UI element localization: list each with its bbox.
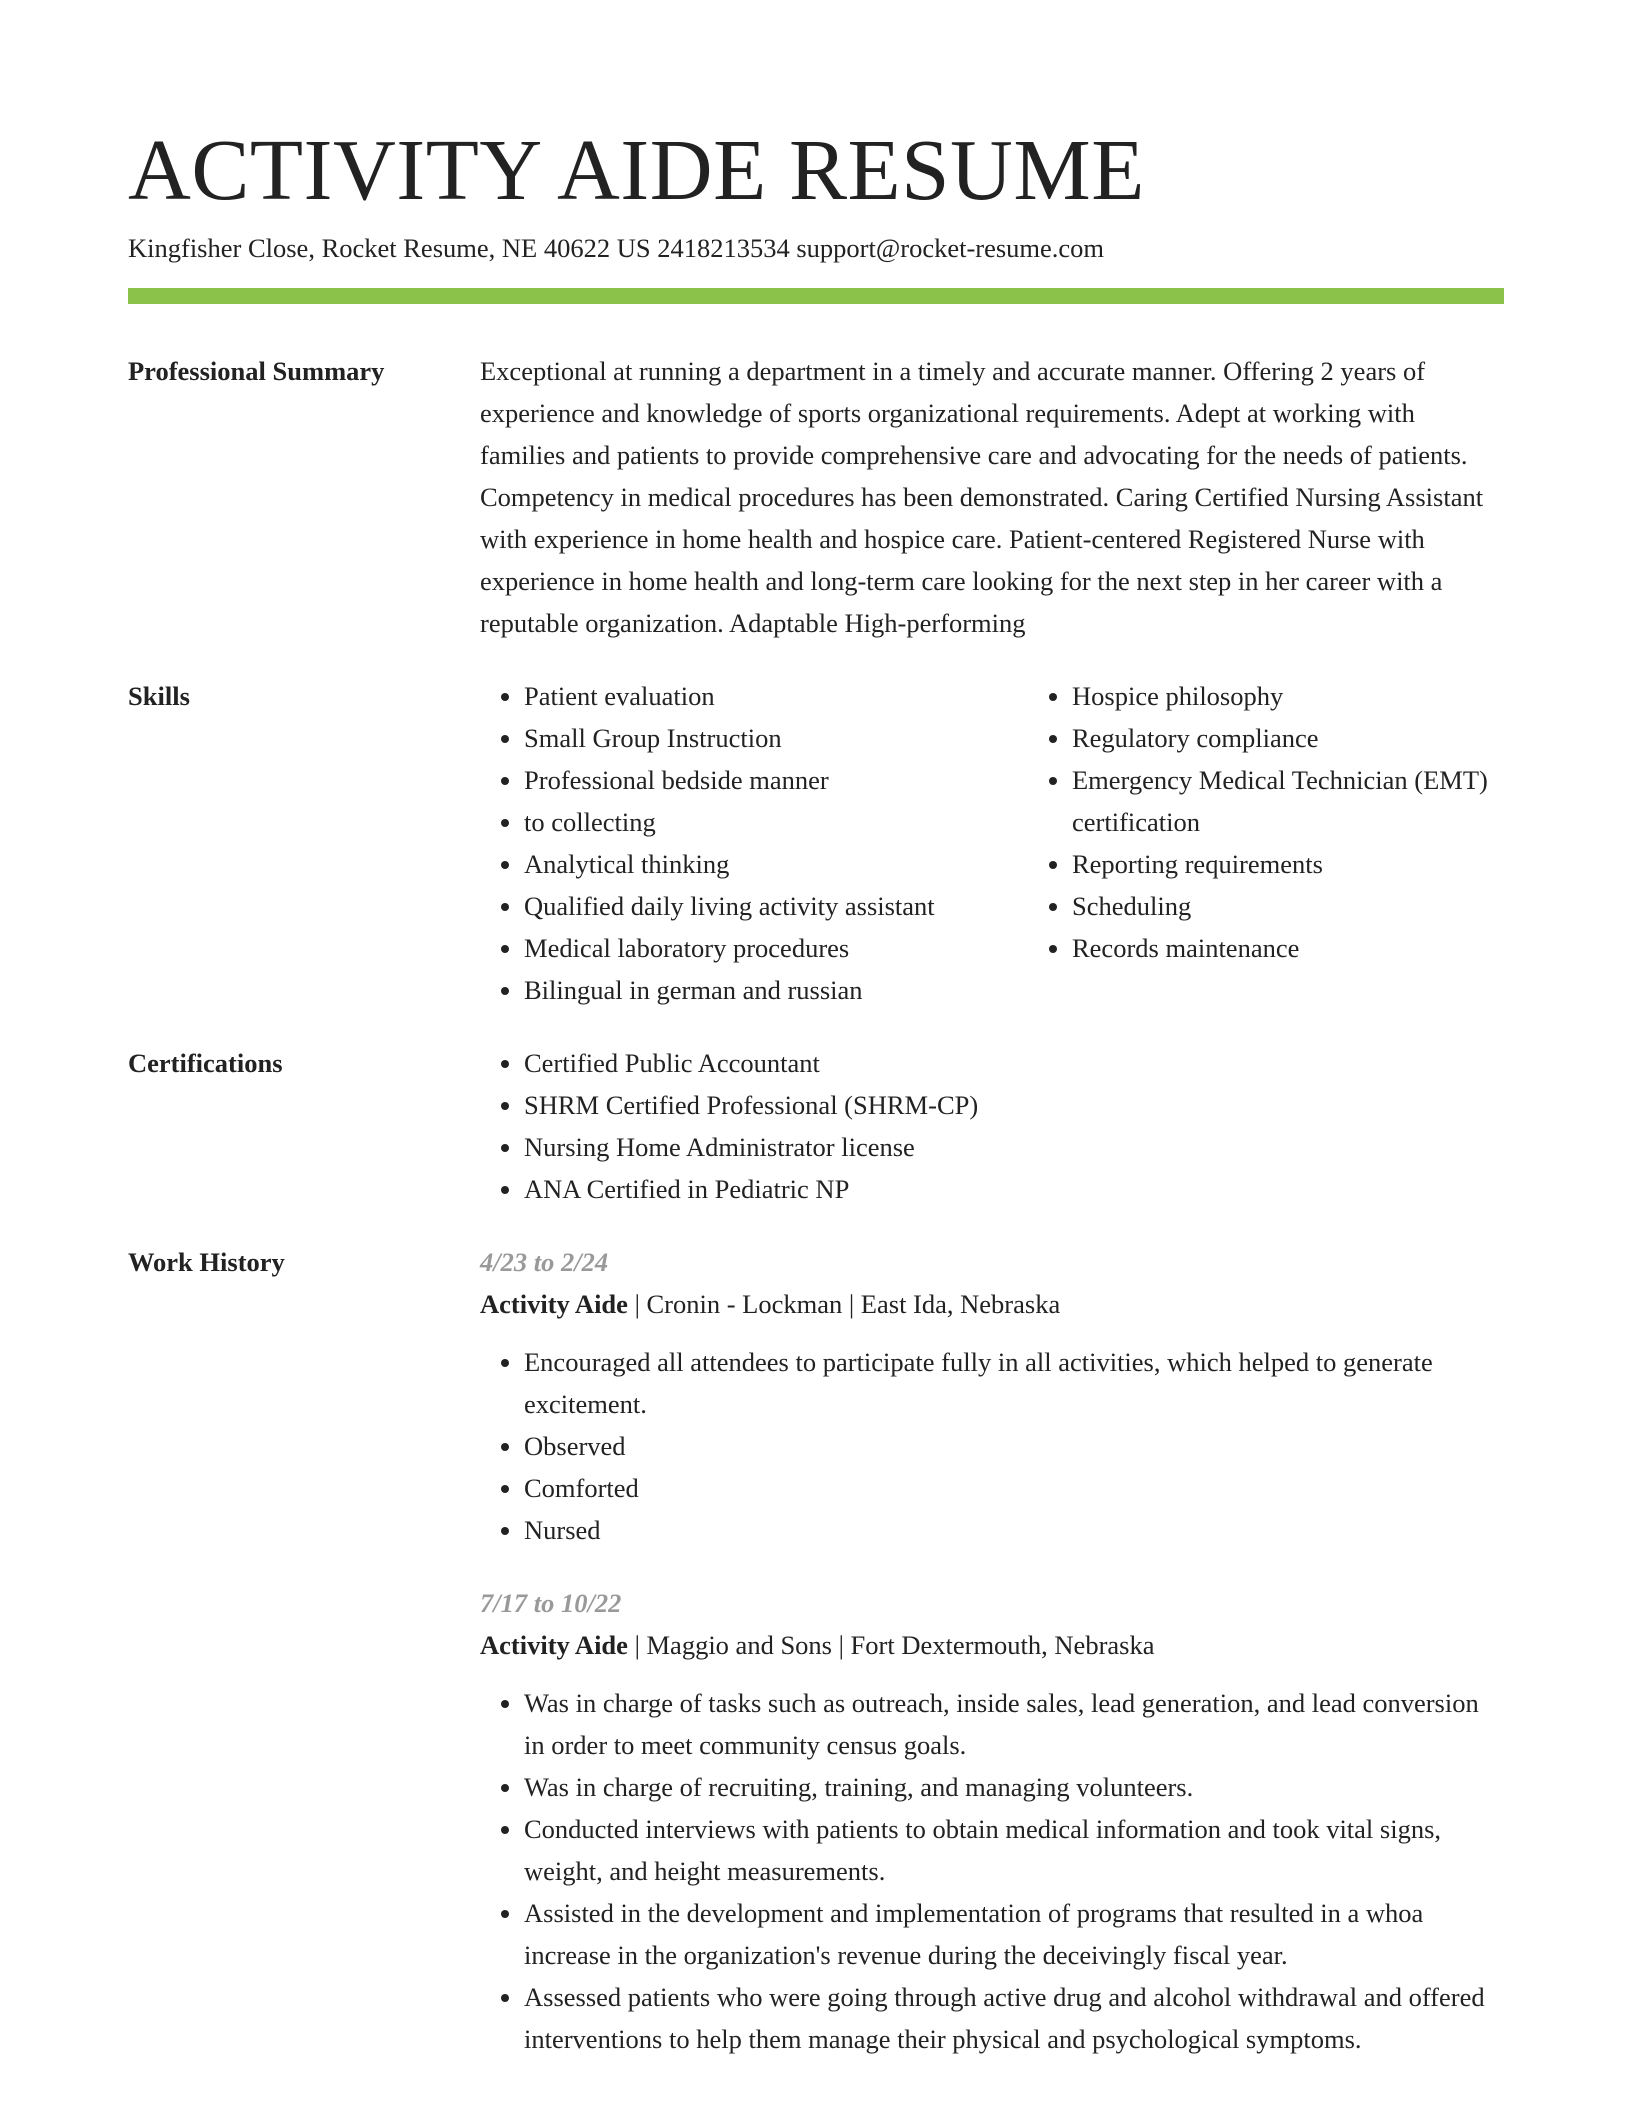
resume-page: [128, 120, 1504, 2060]
job-details: | Maggio and Sons | Fort Dextermouth, Nebraska: [627, 1630, 1155, 1660]
list-item: • Conducted interviews with patients to obtain medical information and took vital signs, weight, and height measurements.: [524, 1808, 1504, 1892]
list-item: • Patient evaluation: [524, 675, 1028, 717]
certifications-section: [128, 1042, 1504, 1210]
list-item: • SHRM Certified Professional (SHRM-CP): [524, 1084, 1504, 1126]
job-heading: [480, 1624, 1504, 1666]
job-bullets: [480, 1682, 1504, 2060]
list-item: • Comforted: [524, 1467, 1504, 1509]
job-dates: 7/17 to 10/22: [480, 1588, 622, 1618]
list-item: • Assessed patients who were going through active drug and alcohol withdrawal and offered interventions to help them manage their physical and psychological symptoms.: [524, 1976, 1504, 2060]
list-item: • Emergency Medical Technician (EMT) certification: [1072, 759, 1532, 843]
list-item: • Bilingual in german and russian: [524, 969, 1028, 1011]
skills-section: [128, 675, 1504, 1011]
list-item: • Medical laboratory procedures: [524, 927, 1028, 969]
work-history-label: Work History: [128, 1247, 285, 1277]
list-item: • Nursed: [524, 1509, 1504, 1551]
certifications-label: Certifications: [128, 1048, 283, 1078]
list-item: • Records maintenance: [1072, 927, 1532, 969]
list-item: • Analytical thinking: [524, 843, 1028, 885]
list-item: • Was in charge of recruiting, training, and managing volunteers.: [524, 1766, 1504, 1808]
job-heading: [480, 1283, 1504, 1325]
job-title: Activity Aide: [480, 1289, 628, 1319]
list-item: • ANA Certified in Pediatric NP: [524, 1168, 1504, 1210]
summary-text: Exceptional at running a department in a timely and accurate manner. Offering 2 years of experience and knowledge of sports organizational requirements. Adept at working with families and patients to provide comprehensive care and advocating for the needs of patients. Competency in medical procedures has been demonstrated. Caring Certified Nursing Assistant with experience in home health and hospice care. Patient-centered Registered Nurse with experience in home health and long-term care looking for the next step in her career with a reputable organization. Adaptable High-performing: [480, 356, 1484, 638]
resume-title: ACTIVITY AIDE RESUME: [128, 121, 1145, 218]
list-item: • Certified Public Accountant: [524, 1042, 1504, 1084]
list-item: • Was in charge of tasks such as outreach, inside sales, lead generation, and lead conversion in order to meet community census goals.: [524, 1682, 1504, 1766]
work-history-section: [128, 1241, 1504, 2060]
job-details: | Cronin - Lockman | East Ida, Nebraska: [627, 1289, 1061, 1319]
summary-section: [128, 350, 1504, 644]
contact-info: Kingfisher Close, Rocket Resume, NE 40622 US 2418213534 support@rocket-resume.com: [128, 233, 1105, 263]
list-item: • Small Group Instruction: [524, 717, 1028, 759]
list-item: • Hospice philosophy: [1072, 675, 1532, 717]
job-dates: 4/23 to 2/24: [480, 1247, 609, 1277]
list-item: • Observed: [524, 1425, 1504, 1467]
skills-list-left: [480, 675, 1028, 1011]
list-item: • Encouraged all attendees to participate fully in all activities, which helped to generate excitement.: [524, 1341, 1504, 1425]
list-item: • Assisted in the development and implementation of programs that resulted in a whoa increase in the organization's revenue during the deceivingly fiscal year.: [524, 1892, 1504, 1976]
skills-list-right: [1028, 675, 1532, 1011]
job-bullets: [480, 1341, 1504, 1551]
skills-label: Skills: [128, 681, 190, 711]
header-divider: [128, 288, 1504, 304]
list-item: • Professional bedside manner: [524, 759, 1028, 801]
list-item: • Qualified daily living activity assistant: [524, 885, 1028, 927]
list-item: • to collecting: [524, 801, 1028, 843]
list-item: • Reporting requirements: [1072, 843, 1532, 885]
job-title: Activity Aide: [480, 1630, 628, 1660]
list-item: • Scheduling: [1072, 885, 1532, 927]
job-entry: [480, 1241, 1504, 1551]
certifications-list: [480, 1042, 1504, 1210]
summary-label: Professional Summary: [128, 356, 385, 386]
list-item: • Nursing Home Administrator license: [524, 1126, 1504, 1168]
job-entry: [480, 1582, 1504, 2060]
list-item: • Regulatory compliance: [1072, 717, 1532, 759]
